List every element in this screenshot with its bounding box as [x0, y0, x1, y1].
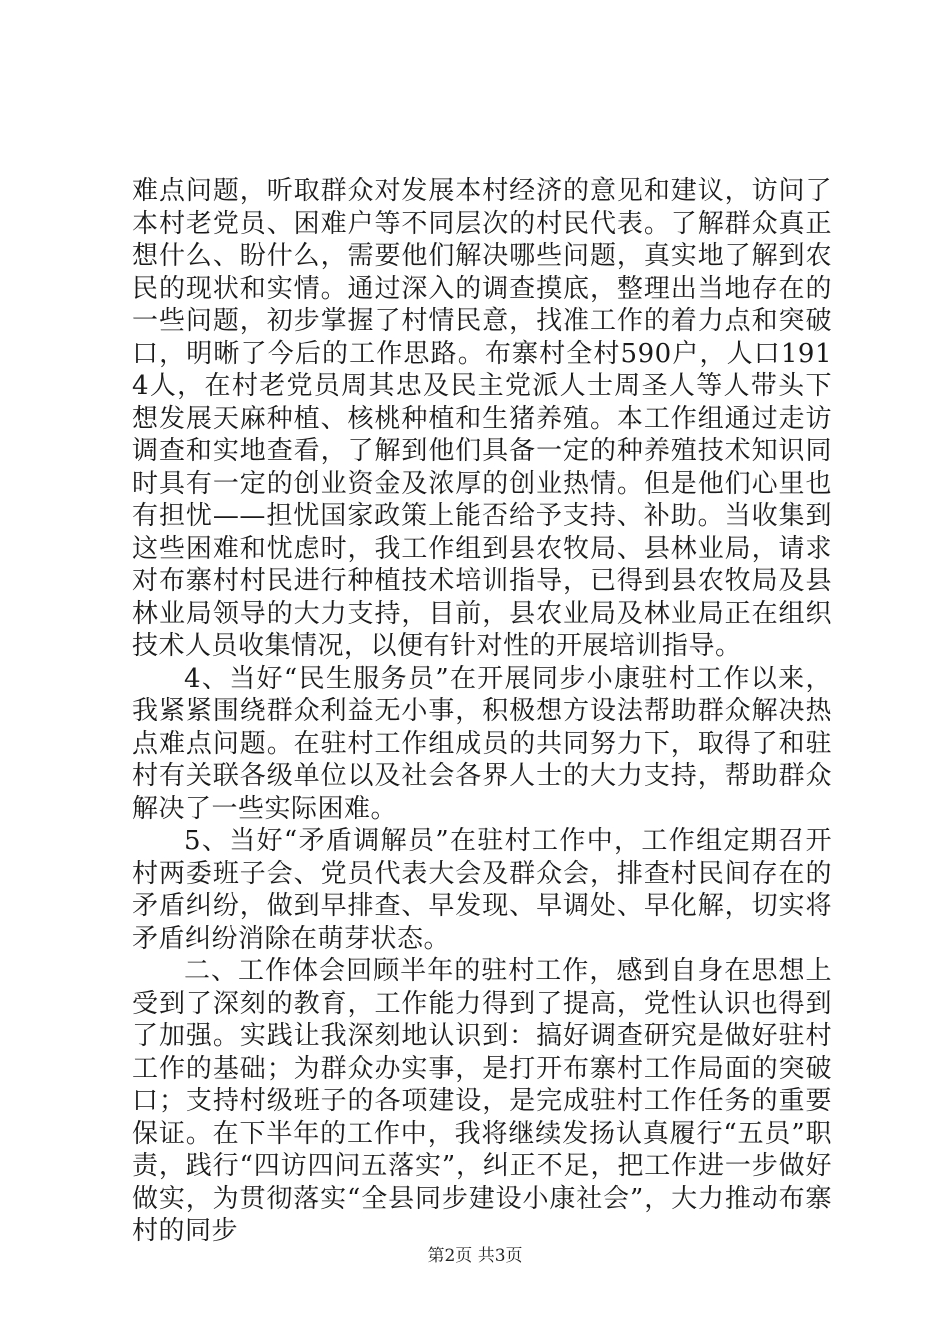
- paragraph-livelihood-service: 4、当好“民生服务员”在开展同步小康驻村工作以来，我紧紧围绕群众利益无小事，积极想方设法帮助群众解决热点难点问题。在驻村工作组成员的共同努力下，取得了和驻村有关联各级单位以及社会各界人士的大力支持，帮助群众解决了一些实际困难。: [132, 663, 832, 824]
- paragraph-conflict-mediation: 5、当好“矛盾调解员”在驻村工作中，工作组定期召开村两委班子会、党员代表大会及群众会，排查村民间存在的矛盾纠纷，做到早排查、早发现、早调处、早化解，切实将矛盾纠纷消除在萌芽状态。: [132, 826, 832, 954]
- page-footer: 第2页 共3页: [427, 1246, 523, 1266]
- paragraph-continuation: 难点问题，听取群众对发展本村经济的意见和建议，访问了本村老党员、困难户等不同层次的村民代表。了解群众真正想什么、盼什么，需要他们解决哪些问题，真实地了解到农民的现状和实情。通过深入的调查摸底，整理出当地存在的一些问题，初步掌握了村情民意，找准工作的着力点和突破口，明晰了今后的工作思路。布寨村全村590户，人口1914人，在村老党员周其忠及民主党派人士周圣人等人带头下想发展天麻种植、核桃种植和生猪养殖。本工作组通过走访调查和实地查看，了解到他们具备一定的种养殖技术知识同时具有一定的创业资金及浓厚的创业热情。但是他们心里也有担忧——担忧国家政策上能否给予支持、补助。当收集到这些困难和忧虑时，我工作组到县农牧局、县林业局，请求对布寨村村民进行种植技术培训指导，已得到县农牧局及县林业局领导的大力支持，目前，县农业局及林业局正在组织技术人员收集情况，以便有针对性的开展培训指导。: [132, 176, 832, 661]
- paragraph-work-experience: 二、工作体会回顾半年的驻村工作，感到自身在思想上受到了深刻的教育，工作能力得到了提高，党性认识也得到了加强。实践让我深刻地认识到：搞好调查研究是做好驻村工作的基础；为群众办实事，是打开布寨村工作局面的突破口；支持村级班子的各项建设，是完成驻村工作任务的重要保证。在下半年的工作中，我将继续发扬认真履行“五员”职责，践行“四访四问五落实”，纠正不足，把工作进一步做好做实，为贯彻落实“全县同步建设小康社会”，大力推动布寨村的同步: [132, 956, 832, 1246]
- document-body: [132, 175, 832, 1248]
